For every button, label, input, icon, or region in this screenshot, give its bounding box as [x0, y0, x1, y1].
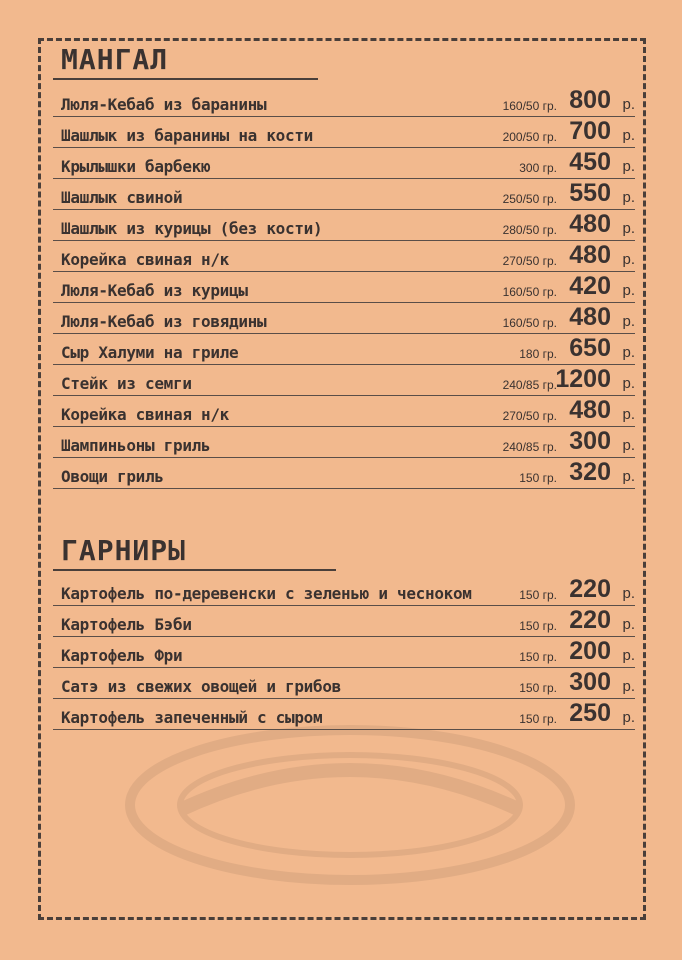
item-name: Сатэ из свежих овощей и грибов: [61, 677, 341, 696]
item-currency: р.: [622, 220, 635, 237]
item-price: 480: [569, 210, 611, 238]
menu-item-row: [53, 427, 635, 458]
item-price: 480: [569, 303, 611, 331]
item-price: 1200: [555, 365, 611, 393]
menu-item-row: [53, 575, 635, 606]
menu-item-row: [53, 272, 635, 303]
menu-item-row: [53, 86, 635, 117]
item-weight: 150 гр.: [519, 588, 557, 602]
item-name: Картофель по-деревенски с зеленью и чесноком: [61, 584, 472, 603]
item-price: 320: [569, 458, 611, 486]
item-name: Стейк из семги: [61, 374, 192, 393]
menu-item-row: [53, 334, 635, 365]
item-price: 480: [569, 241, 611, 269]
item-price: 220: [569, 575, 611, 603]
menu-item-row: [53, 699, 635, 730]
item-name: Картофель запеченный с сыром: [61, 708, 323, 727]
menu-item-row: [53, 179, 635, 210]
item-weight: 240/85 гр.: [502, 440, 557, 454]
item-weight: 160/50 гр.: [502, 285, 557, 299]
item-name: Корейка свиная н/к: [61, 250, 229, 269]
item-currency: р.: [622, 375, 635, 392]
item-price: 800: [569, 86, 611, 114]
item-weight: 160/50 гр.: [502, 99, 557, 113]
item-price: 300: [569, 427, 611, 455]
item-weight: 300 гр.: [519, 161, 557, 175]
item-weight: 180 гр.: [519, 347, 557, 361]
item-weight: 270/50 гр.: [502, 409, 557, 423]
item-currency: р.: [622, 585, 635, 602]
item-weight: 270/50 гр.: [502, 254, 557, 268]
item-weight: 150 гр.: [519, 471, 557, 485]
item-currency: р.: [622, 647, 635, 664]
item-weight: 150 гр.: [519, 650, 557, 664]
menu-item-row: [53, 458, 635, 489]
item-name: Картофель Фри: [61, 646, 183, 665]
item-name: Люля-Кебаб из баранины: [61, 95, 267, 114]
item-currency: р.: [622, 709, 635, 726]
item-price: 650: [569, 334, 611, 362]
item-weight: 150 гр.: [519, 712, 557, 726]
item-currency: р.: [622, 96, 635, 113]
menu-item-row: [53, 668, 635, 699]
item-name: Шашлык из курицы (без кости): [61, 219, 323, 238]
item-currency: р.: [622, 616, 635, 633]
item-name: Шашлык из баранины на кости: [61, 126, 313, 145]
item-price: 220: [569, 606, 611, 634]
item-weight: 160/50 гр.: [502, 316, 557, 330]
item-currency: р.: [622, 678, 635, 695]
item-price: 700: [569, 117, 611, 145]
menu-item-row: [53, 606, 635, 637]
item-name: Крылышки барбекю: [61, 157, 211, 176]
item-currency: р.: [622, 437, 635, 454]
item-name: Шашлык свиной: [61, 188, 183, 207]
item-weight: 280/50 гр.: [502, 223, 557, 237]
menu-item-row: [53, 637, 635, 668]
item-name: Люля-Кебаб из курицы: [61, 281, 248, 300]
item-currency: р.: [622, 127, 635, 144]
menu-item-row: [53, 303, 635, 334]
item-price: 200: [569, 637, 611, 665]
menu-item-row: [53, 396, 635, 427]
item-weight: 150 гр.: [519, 619, 557, 633]
item-name: Сыр Халуми на гриле: [61, 343, 239, 362]
item-currency: р.: [622, 282, 635, 299]
item-name: Шампиньоны гриль: [61, 436, 211, 455]
menu-section-mangal: [53, 42, 635, 489]
item-currency: р.: [622, 344, 635, 361]
items-list: [53, 86, 635, 489]
item-name: Картофель Бэби: [61, 615, 192, 634]
item-price: 480: [569, 396, 611, 424]
items-list: [53, 575, 635, 730]
menu-item-row: [53, 241, 635, 272]
item-name: Корейка свиная н/к: [61, 405, 229, 424]
item-currency: р.: [622, 251, 635, 268]
item-weight: 150 гр.: [519, 681, 557, 695]
item-currency: р.: [622, 189, 635, 206]
section-title: МАНГАЛ: [53, 42, 318, 80]
item-price: 550: [569, 179, 611, 207]
watermark-logo: [120, 720, 580, 890]
item-currency: р.: [622, 158, 635, 175]
menu-item-row: [53, 117, 635, 148]
item-weight: 240/85 гр.: [502, 378, 557, 392]
menu-item-row: [53, 148, 635, 179]
item-price: 250: [569, 699, 611, 727]
item-name: Овощи гриль: [61, 467, 164, 486]
item-weight: 200/50 гр.: [502, 130, 557, 144]
item-price: 420: [569, 272, 611, 300]
item-name: Люля-Кебаб из говядины: [61, 312, 267, 331]
section-title: ГАРНИРЫ: [53, 533, 336, 571]
item-weight: 250/50 гр.: [502, 192, 557, 206]
item-price: 450: [569, 148, 611, 176]
item-price: 300: [569, 668, 611, 696]
menu-item-row: [53, 365, 635, 396]
menu-item-row: [53, 210, 635, 241]
item-currency: р.: [622, 313, 635, 330]
menu-section-garnish: [53, 533, 635, 730]
item-currency: р.: [622, 406, 635, 423]
item-currency: р.: [622, 468, 635, 485]
